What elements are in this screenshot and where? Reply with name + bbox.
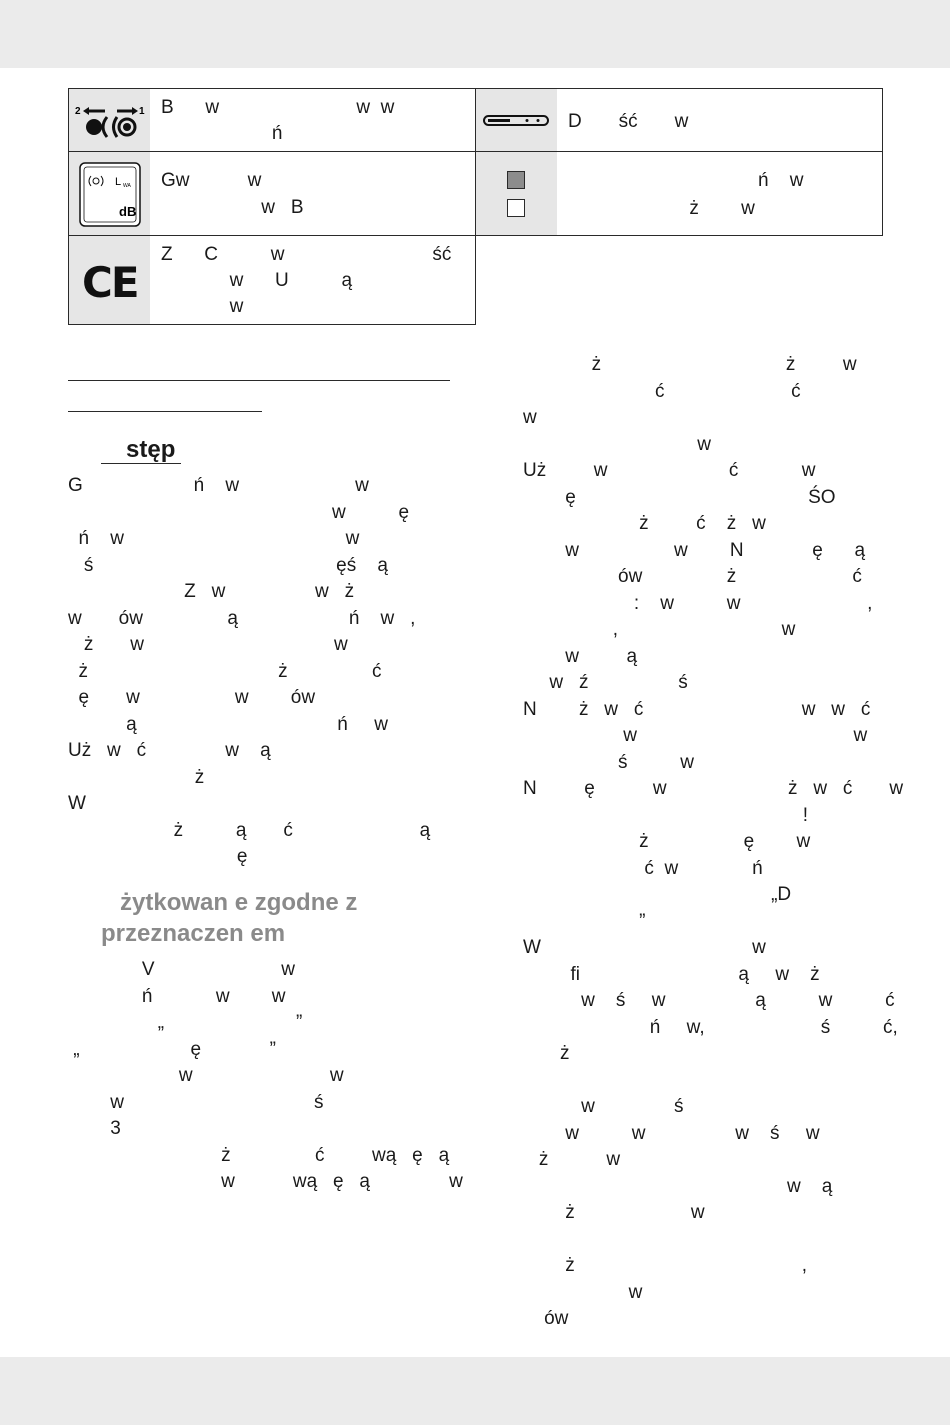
icon-cell	[69, 236, 150, 324]
text-line: ę ŚO	[523, 486, 836, 508]
text-line: w w	[68, 1065, 344, 1086]
symbol-row-squares	[475, 151, 883, 236]
section-heading-line: żytkowan e zgodne z	[120, 889, 358, 916]
text-line: ń w w	[68, 985, 286, 1007]
chain-bar-icon	[476, 89, 557, 151]
text-line: ów	[523, 1308, 569, 1329]
text-line: ę w w ów	[68, 687, 316, 708]
text-line: w ą	[523, 1175, 833, 1197]
cell-text-line: w B	[161, 197, 304, 218]
noise-sub: WA	[123, 183, 131, 189]
gray-square-icon	[507, 171, 525, 189]
text-line: w ś	[68, 1091, 324, 1113]
cell-text-line: w	[161, 296, 244, 317]
text-line: 3	[68, 1118, 121, 1139]
cell-text-line: Z C w ść	[161, 244, 452, 265]
blade-swap-icon	[69, 89, 150, 151]
cell-text-line: B w w w	[161, 97, 395, 118]
text-line: V w	[68, 959, 295, 980]
text-line: ć w ń	[523, 857, 763, 879]
icon-cell	[476, 89, 557, 151]
text-line: !	[523, 804, 809, 826]
ce-mark-icon: CE	[82, 258, 138, 307]
text-line: N ę w ż w ć w	[523, 778, 904, 799]
text-line: ń w, ś ć,	[523, 1016, 898, 1038]
text-line: w ś w ą w ć	[523, 990, 895, 1011]
cell-text-line: D ść w	[568, 111, 689, 132]
icon-cell	[476, 152, 557, 235]
text-line: Uż w ć w	[523, 460, 816, 481]
text-line: ż ą ć ą	[68, 819, 431, 841]
footer-band	[0, 1357, 950, 1425]
text-line: ż w	[523, 1202, 705, 1223]
noise-unit: dB	[119, 204, 137, 219]
symbol-row-ce	[68, 235, 476, 325]
text-line: ż	[68, 766, 205, 788]
text-line: , w	[523, 619, 796, 640]
cell-text-line: ż w	[568, 198, 755, 219]
text-line: Z w w ż	[68, 581, 355, 602]
swap-number-2: 2	[75, 106, 81, 117]
header-band	[0, 0, 950, 68]
white-square-icon	[507, 199, 525, 217]
text-line: ć ć	[523, 380, 801, 402]
text-line: ”	[523, 910, 646, 932]
text-line: w w N ę ą	[523, 539, 866, 561]
section-heading: stęp	[126, 436, 176, 463]
cell-text-line: ń	[161, 123, 283, 144]
text-line: w wą ę ą w	[68, 1171, 463, 1192]
text-line: w	[523, 1281, 643, 1303]
noise-label: L	[115, 176, 122, 188]
text-line: ż w w	[68, 634, 348, 655]
cell-text-line: w U ą	[161, 270, 353, 291]
text-line: ś w	[523, 751, 695, 773]
symbol-row-chain	[475, 88, 883, 152]
text-line: ów ż ć	[523, 566, 862, 587]
text-line: ż ,	[523, 1255, 807, 1276]
text-line: ż w	[523, 1149, 621, 1170]
text-line: ń w w	[68, 528, 360, 549]
text-line: w	[523, 407, 537, 428]
symbol-row-noise	[68, 151, 476, 236]
text-line: w ą	[523, 645, 638, 667]
icon-cell	[69, 89, 150, 151]
text-line: W	[68, 793, 86, 814]
icon-cell	[69, 152, 150, 235]
text-line: „ ”	[68, 1012, 303, 1033]
text-line: ż ż w	[523, 354, 857, 375]
noise-level-icon	[69, 152, 150, 236]
text-line: w ów ą ń w ,	[68, 607, 416, 629]
text-line: N ż w ć w w ć	[523, 698, 871, 720]
symbol-row-swap	[68, 88, 476, 152]
cell-text-line: Gw w	[161, 170, 262, 191]
text-line: ż ę w	[523, 831, 811, 852]
text-line: w w w ś w	[523, 1122, 820, 1144]
text-line: „D	[523, 884, 792, 905]
swap-number-1: 1	[139, 106, 145, 117]
text-line: w ź ś	[523, 672, 688, 693]
text-line: : w w ,	[523, 592, 873, 614]
text-line: „ ę ”	[68, 1038, 276, 1060]
text-line: w w	[523, 725, 868, 746]
text-line: ż ć wą ę ą	[68, 1144, 450, 1166]
toc-rule	[68, 380, 450, 381]
text-line: W w	[523, 937, 766, 958]
text-line: ą ń w	[68, 713, 388, 735]
text-line: w	[523, 433, 711, 455]
text-line: ż	[523, 1043, 570, 1064]
text-line: w ę	[68, 501, 410, 523]
section-heading-line: przeznaczen em	[101, 920, 286, 947]
toc-rule-short	[68, 411, 262, 412]
text-line: G ń w w	[68, 475, 369, 496]
text-line: fi ą w ż	[523, 963, 820, 985]
text-line: ż ć ż w	[523, 513, 766, 534]
text-line: w ś	[523, 1096, 684, 1117]
text-line: ż ż ć	[68, 660, 382, 682]
text-line: ś ęś ą	[68, 554, 388, 576]
text-line: Uż w ć w ą	[68, 740, 271, 761]
cell-text-line: ń w	[568, 170, 804, 191]
text-line: ę	[68, 846, 248, 867]
